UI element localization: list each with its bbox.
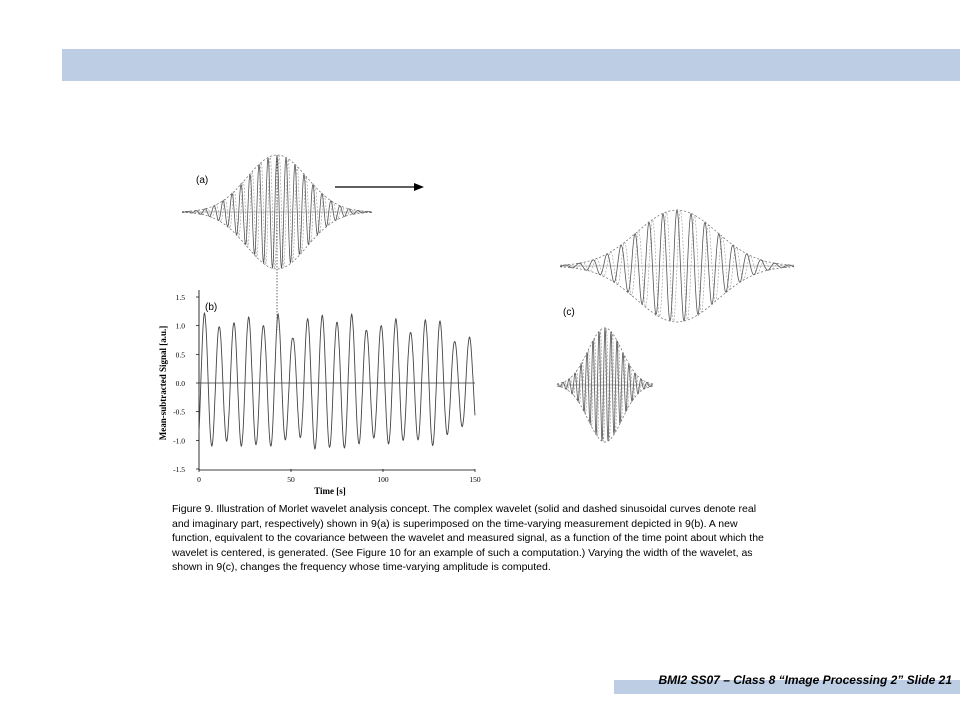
slide-footer: BMI2 SS07 – Class 8 “Image Processing 2” Slide 21: [658, 673, 952, 687]
y-tick-label: 1.0: [175, 321, 185, 331]
x-tick-label: 50: [287, 475, 295, 484]
x-tick-label: 100: [377, 475, 389, 484]
signal-series: [199, 313, 475, 449]
wavelet-envelope-lower: [560, 267, 794, 322]
morlet-wavelet-c-narrow: [557, 328, 653, 442]
y-tick-label: -1.5: [173, 465, 185, 474]
y-tick-label: 0.0: [175, 379, 185, 388]
y-ticks: [173, 293, 199, 474]
arrow-icon: [335, 183, 424, 191]
x-tick-label: 0: [197, 475, 201, 484]
y-tick-label: -0.5: [173, 407, 185, 417]
wavelet-envelope-upper: [560, 210, 794, 265]
x-axis-label: Time [s]: [314, 486, 346, 496]
y-tick-label: 0.5: [175, 350, 185, 360]
x-ticks: [197, 469, 481, 484]
x-tick-label: 150: [469, 475, 481, 484]
label-b: (b): [205, 302, 218, 313]
y-tick-label: 1.5: [175, 293, 185, 302]
wavelet-real-part: [560, 210, 794, 321]
signal-plot-b: [158, 290, 481, 496]
signal-line: [199, 313, 475, 449]
label-c: (c): [563, 307, 575, 318]
morlet-wavelet-c-wide: [560, 210, 794, 322]
y-tick-label: -1.0: [173, 436, 185, 446]
figure-caption: Figure 9. Illustration of Morlet wavelet analysis concept. The complex wavelet (solid and dashed sinusoidal curves denote real and imaginary part, respectively) shown in 9(a) is superimposed on the time-varying measurement depicted in 9(b). A new function, equivalent to the covariance between the wavelet and measured signal, as a function of the time point about which the wavelet is centered, is generated. (See Figure 10 for an example of such a computation.) Varying the width of the wavelet, as shown in 9(c), changes the frequency whose time-varying amplitude is computed.: [172, 503, 764, 574]
label-a: (a): [196, 175, 209, 186]
y-axis-label: Mean-subtracted Signal [a.u.]: [158, 325, 168, 441]
wavelet-envelope-lower: [557, 386, 653, 442]
